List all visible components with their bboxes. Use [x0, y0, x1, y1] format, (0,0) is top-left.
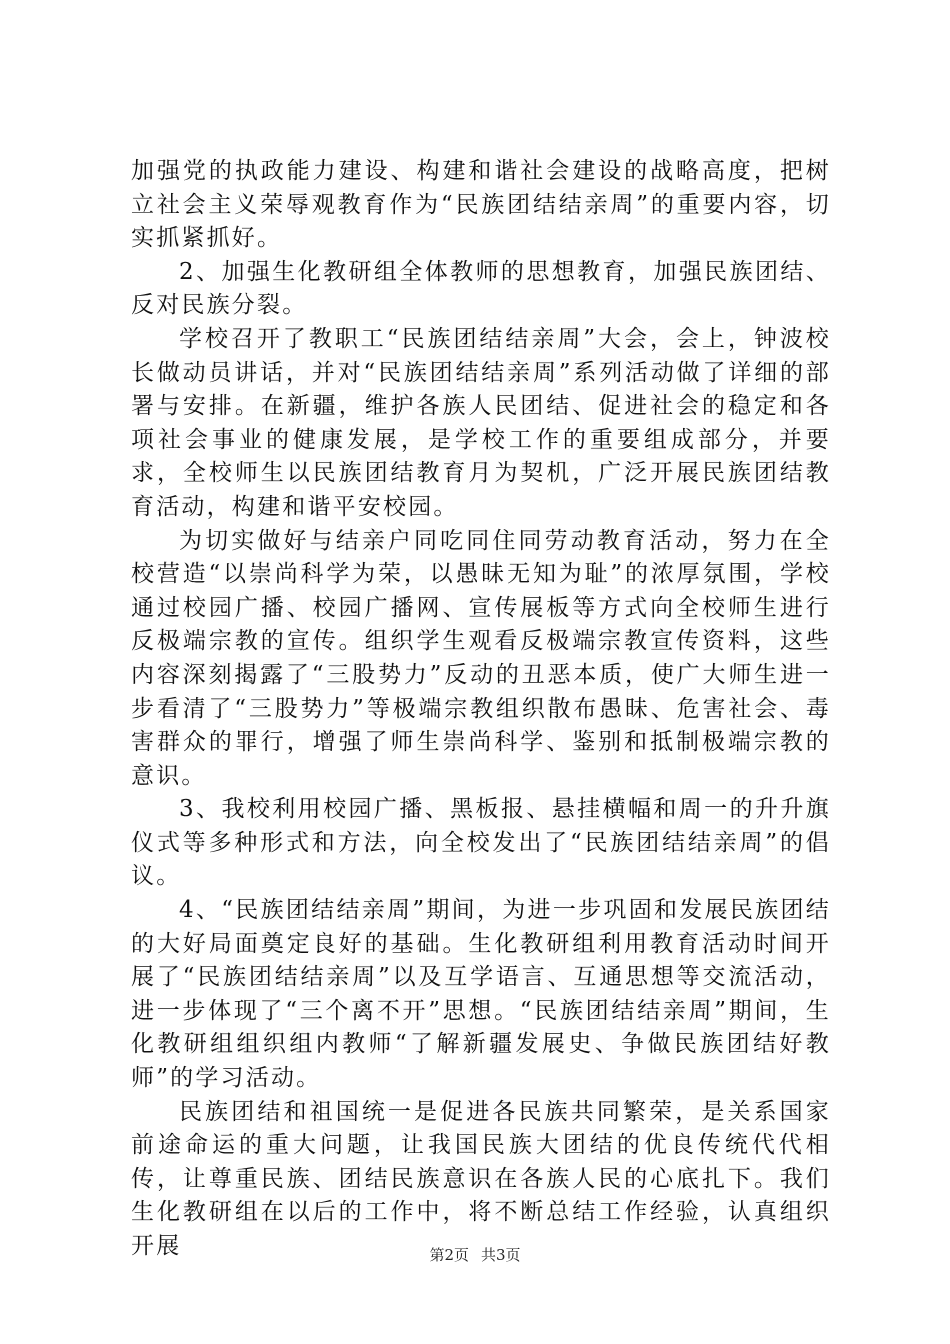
page-number-total: 共3页: [481, 1246, 521, 1264]
page-footer: [0, 1245, 950, 1265]
paragraph-7: 民族团结和祖国统一是促进各民族共同繁荣，是关系国家前途命运的重大问题，让我国民族大团结的优良传统代代相传，让尊重民族、团结民族意识在各族人民的心底扎下。我们生化教研组在以后的工作中，将不断总结工作经验，认真组织开展: [131, 1098, 831, 1259]
paragraph-2: 2、加强生化教研组全体教师的思想教育，加强民族团结、反对民族分裂。: [131, 258, 831, 319]
paragraph-4: 为切实做好与结亲户同吃同住同劳动教育活动，努力在全校营造“以崇尚科学为荣，以愚昧无知为耻”的浓厚氛围，学校通过校园广播、校园广播网、宣传展板等方式向全校师生进行反极端宗教的宣传。组织学生观看反极端宗教宣传资料，这些内容深刻揭露了“三股势力”反动的丑恶本质，使广大师生进一步看清了“三股势力”等极端宗教组织散布愚昧、危害社会、毒害群众的罪行，增强了师生崇尚科学、鉴别和抵制极端宗教的意识。: [131, 527, 831, 789]
paragraph-1: 加强党的执政能力建设、构建和谐社会建设的战略高度，把树立社会主义荣辱观教育作为“民族团结结亲周”的重要内容，切实抓紧抓好。: [131, 158, 831, 252]
paragraph-5: 3、我校利用校园广播、黑板报、悬挂横幅和周一的升升旗仪式等多种形式和方法，向全校发出了“民族团结结亲周”的倡议。: [131, 796, 831, 890]
paragraph-6: 4、“民族团结结亲周”期间，为进一步巩固和发展民族团结的大好局面奠定良好的基础。生化教研组利用教育活动时间开展了“民族团结结亲周”以及互学语言、互通思想等交流活动，进一步体现了“三个离不开”思想。“民族团结结亲周”期间，生化教研组组织组内教师“了解新疆发展史、争做民族团结好教师”的学习活动。: [131, 897, 831, 1092]
document-body: [131, 155, 831, 1264]
page-number-current: 第2页: [429, 1246, 469, 1264]
paragraph-3: 学校召开了教职工“民族团结结亲周”大会，会上，钟波校长做动员讲话，并对“民族团结结亲周”系列活动做了详细的部署与安排。在新疆，维护各族人民团结、促进社会的稳定和各项社会事业的健康发展，是学校工作的重要组成部分，并要求，全校师生以民族团结教育月为契机，广泛开展民族团结教育活动，构建和谐平安校园。: [131, 325, 831, 520]
